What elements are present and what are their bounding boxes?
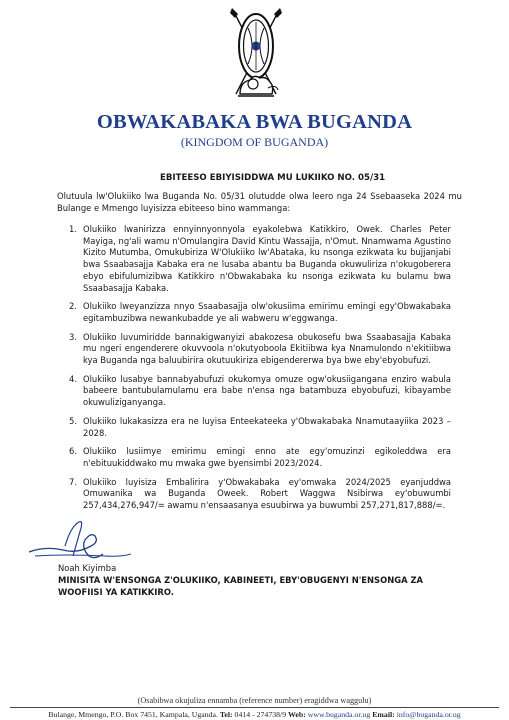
list-item-number: 7. [69,476,77,487]
footer-web-label: Web: [288,710,306,719]
list-item-text: Olukiiko lweyanzizza nnyo Ssaabasajja olw'okusiima emirimu emingi egy'Obwakabaka egitambuzibwa newankubadde ye ali wabweru w'eggwanga. [83,301,451,323]
footer-tel-label: Tel: [219,710,233,719]
list-item-number: 1. [69,224,77,234]
footer-contact [0,710,509,719]
list-item-number: 3. [69,331,77,342]
list-item [69,476,451,512]
signatory-title: MINISITA W'ENSONGA Z'OLUKIIKO, KABINEETI, EBY'OBUGENYI N'ENSONGA ZA WOOFIISI YA KATIKKIRO. [58,575,424,597]
list-item-text: Olukiiko lusiimye emirimu emingi enno ate egy'omuzinzi egikoleddwa era n'ebituukiddwako mu mwaka gwe byensimbi 2023/2024. [83,446,451,468]
intro-paragraph: Olutuula lw'Olukiiko lwa Buganda No. 05/31 olutudde olwa leero nga 24 Ssebaaseka 2024 mu Bulange e Mmengo luyisizza ebiteeso bino wammanga: [57,191,462,213]
resolutions-list [69,224,451,519]
footer-address: Bulange, Mmengo, P.O. Box 7451, Kampala, Uganda. [48,710,218,719]
footer-email-label: Email: [372,710,395,719]
list-item-number: 5. [69,415,77,426]
list-item-text: Olukiiko lukakasizza era ne luyisa Enteekateeka y'Obwakabaka Nnamutaayiika 2023 – 2028. [83,415,451,438]
list-item-text: Olukiiko lwanirizza ennyinnyonnyola eyakolebwa Katikkiro, Owek. Charles Peter Mayiga, ng'ali wamu n'Omulangira David Kintu Wassajja, n'Omut. Nnamwama Agustino Kizito Mutumba, Omukubiriza W'Olukiiko lw'Abataka, ku nsonga ezikwata ku bujjanjabi bwa Ssaabasajja Kabaka era ne lusaba abantu ba Buganda okuwuliriza n'okugoberera ebyo ebifulumizibwa Katikkiro n'Obwakabaka ku nsonga ezikwata ku bulamu bwa Ssaabasajja Kabaka. [83,224,451,293]
list-item-number: 4. [69,373,77,384]
reference-note: (Osabibwa okujuliza ennamba (reference number) eragiddwa waggulu) [137,696,372,705]
list-item [69,446,451,469]
list-item [69,301,451,324]
list-item [69,331,451,367]
list-item [69,373,451,409]
list-item [69,224,451,294]
footer-web-link[interactable]: www.buganda.or.ug [307,710,371,719]
list-item [69,415,451,439]
footer-email-link[interactable]: info@buganda.or.ug [396,710,461,719]
list-item-text: Olukiiko luvumiridde bannakigwanyizi abakozesa obukosefu bwa Ssaabasajja Kabaka mu ngeri engenderere okuvvoola n'okutyoboola Ekitiibwa kya Nnamulondo n'ekitiibwa kya Buganda nga baluubirira okutuukiriza ebigendererwa bya bwe eby'ebyobufuzi. [83,331,451,366]
list-item-number: 6. [69,446,77,457]
footer-divider [10,707,499,708]
list-item-number: 2. [69,301,77,312]
list-item-text: Olukiiko luyisiza Embalirira y'Obwakabaka ey'omwaka 2024/2025 eyanjuddwa Omuwanika wa Buganda Oweek. Robert Waggwa Nsibirwa ey'obuwumbi 257,434,276,947/= awamu n'ensaasanya esuubirwa ya buwumbi 257,271,817,888/=. [83,476,451,511]
list-item-text: Olukiiko lusabye bannabyabufuzi okukomya omuze ogw'okusiigangana enziro wabula babeere bantubulamulamu era babe n'ensa nga batambuza ebyobufuzi, kibayambe okuwuliziganyanga. [83,373,451,408]
buganda-emblem-icon [226,8,286,108]
signatory-name: Noah Kiyimba [58,563,117,573]
document-heading: EBITEESO EBIYISIDDWA MU LUKIIKO NO. 05/31 [160,173,386,183]
organization-subtitle: (KINGDOM OF BUGANDA) [180,135,329,149]
footer-tel: 0414 - 274738/9 [234,710,287,719]
organization-name: OBWAKABAKA BWA BUGANDA [96,111,413,133]
signature-icon [25,516,135,562]
